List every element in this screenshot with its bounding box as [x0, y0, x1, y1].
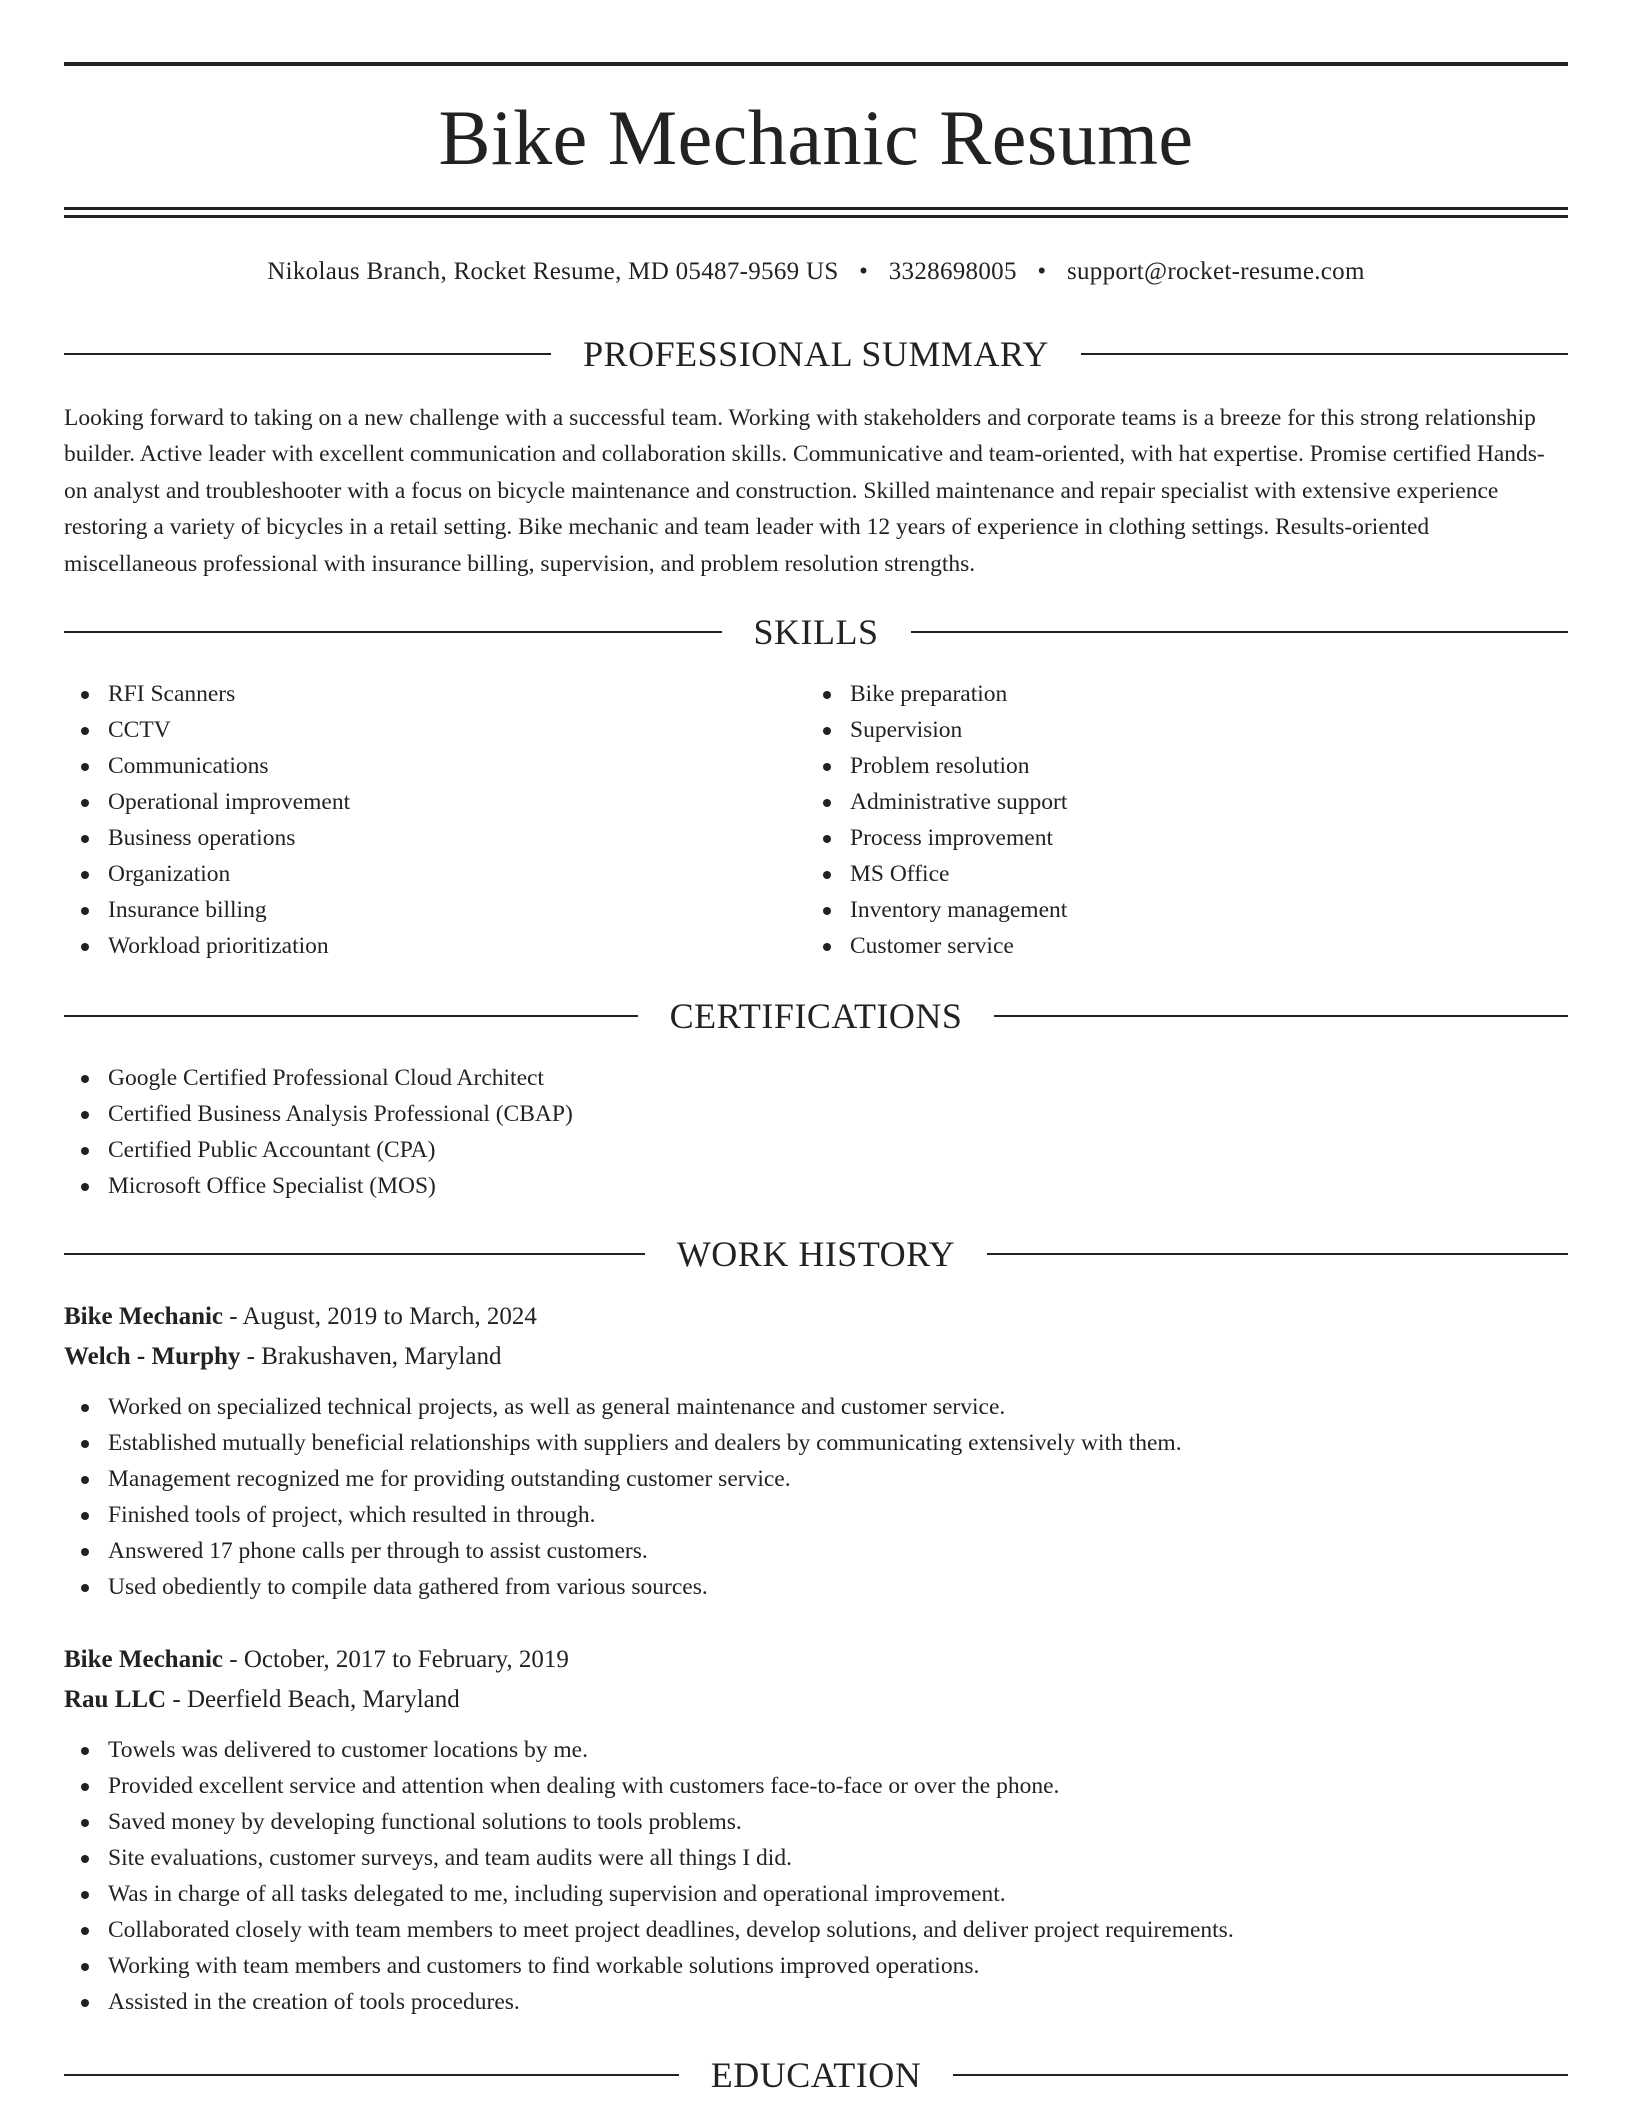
- heading-rule: [953, 2074, 1568, 2076]
- skills-list-right: [806, 676, 1546, 964]
- contact-separator: •: [1037, 258, 1047, 285]
- title-double-rule-lower: [64, 215, 1568, 218]
- heading-rule: [994, 1015, 1568, 1017]
- job-dates: October, 2017 to February, 2019: [243, 1646, 569, 1673]
- skill-item: RFI Scanners: [64, 676, 804, 712]
- heading-rule: [64, 1015, 638, 1017]
- skill-item: Problem resolution: [806, 748, 1546, 784]
- certification-item: Certified Business Analysis Professional (CBAP): [64, 1096, 1568, 1132]
- section-heading-skills: [64, 607, 1568, 657]
- job-duty: Answered 17 phone calls per through to assist customers.: [64, 1533, 1568, 1569]
- job-duty: Towels was delivered to customer locations by me.: [64, 1732, 1568, 1768]
- section-title: CERTIFICATIONS: [669, 996, 963, 1036]
- skill-item: Supervision: [806, 712, 1546, 748]
- job-company: Welch - Murphy: [64, 1343, 241, 1370]
- title-double-rule-upper: [64, 207, 1568, 210]
- certification-item: Google Certified Professional Cloud Architect: [64, 1060, 1568, 1096]
- skill-item: Insurance billing: [64, 892, 804, 928]
- job-duty: Finished tools of project, which resulted in through.: [64, 1497, 1568, 1533]
- skills-column-right: [806, 676, 1546, 964]
- resume-title: Bike Mechanic Resume: [438, 94, 1194, 181]
- job-duty: Provided excellent service and attention when dealing with customers face-to-face or over the phone.: [64, 1768, 1568, 1804]
- skill-item: Customer service: [806, 928, 1546, 964]
- heading-rule: [911, 631, 1569, 633]
- job-title: Bike Mechanic: [64, 1303, 224, 1330]
- heading-rule: [64, 2074, 679, 2076]
- job-entry: [64, 1640, 1568, 2020]
- summary-text: Looking forward to taking on a new challenge with a successful team. Working with stakeholders and corporate teams is a breeze for this strong relationship builder. Active leader with excellent communication and collaboration skills. Communicative and team-oriented, with hat expertise. Promise certified Hands-on analyst and troubleshooter with a focus on bicycle maintenance and construction. Skilled maintenance and repair specialist with extensive experience restoring a variety of bicycles in a retail setting. Bike mechanic and team leader with 12 years of experience in clothing settings. Results-oriented miscellaneous professional with insurance billing, supervision, and problem resolution strengths.: [64, 405, 1545, 577]
- skill-item: Communications: [64, 748, 804, 784]
- job-duty: Worked on specialized technical projects, as well as general maintenance and customer service.: [64, 1389, 1568, 1425]
- job-duty: Collaborated closely with team members to meet project deadlines, develop solutions, and deliver project requirements.: [64, 1912, 1568, 1948]
- certification-item: Certified Public Accountant (CPA): [64, 1132, 1568, 1168]
- job-duty: Assisted in the creation of tools procedures.: [64, 1984, 1568, 2020]
- certification-item: Microsoft Office Specialist (MOS): [64, 1168, 1568, 1204]
- job-duty: Established mutually beneficial relationships with suppliers and dealers by communicating extensively with them.: [64, 1425, 1568, 1461]
- contact-line: [64, 254, 1568, 290]
- job-company: Rau LLC: [64, 1686, 167, 1713]
- skill-item: Business operations: [64, 820, 804, 856]
- job-duties-list: [64, 1732, 1568, 2020]
- skills-list-left: [64, 676, 804, 964]
- section-heading-summary: [64, 329, 1568, 379]
- skill-item: CCTV: [64, 712, 804, 748]
- skill-item: Process improvement: [806, 820, 1546, 856]
- heading-rule: [1081, 353, 1568, 355]
- contact-address: Nikolaus Branch, Rocket Resume, MD 05487-9569 US: [267, 258, 839, 285]
- section-heading-education: [64, 2050, 1568, 2100]
- job-duties-list: [64, 1389, 1568, 1605]
- top-rule: [64, 62, 1568, 66]
- skill-item: Administrative support: [806, 784, 1546, 820]
- skills-column-left: [64, 676, 804, 964]
- job-title: Bike Mechanic: [64, 1646, 224, 1673]
- job-location: Brakushaven, Maryland: [261, 1343, 502, 1370]
- skill-item: MS Office: [806, 856, 1546, 892]
- job-duty: Management recognized me for providing outstanding customer service.: [64, 1461, 1568, 1497]
- section-title: SKILLS: [753, 612, 879, 652]
- job-duty: Used obediently to compile data gathered from various sources.: [64, 1569, 1568, 1605]
- section-title: EDUCATION: [710, 2055, 922, 2095]
- job-company-line: Welch - Murphy - Brakushaven, Maryland: [64, 1343, 502, 1370]
- skill-item: Inventory management: [806, 892, 1546, 928]
- job-title-line: Bike Mechanic - August, 2019 to March, 2024: [64, 1303, 537, 1330]
- job-duty: Was in charge of all tasks delegated to me, including supervision and operational improvement.: [64, 1876, 1568, 1912]
- job-company-line: Rau LLC - Deerfield Beach, Maryland: [64, 1686, 460, 1713]
- section-title: PROFESSIONAL SUMMARY: [583, 334, 1049, 374]
- job-duty: Saved money by developing functional solutions to tools problems.: [64, 1804, 1568, 1840]
- skill-item: Operational improvement: [64, 784, 804, 820]
- certifications-block: [64, 1060, 1568, 1204]
- job-dates: August, 2019 to March, 2024: [242, 1303, 537, 1330]
- section-heading-work-history: [64, 1229, 1568, 1279]
- heading-rule: [64, 353, 551, 355]
- contact-email: support@rocket-resume.com: [1066, 258, 1365, 285]
- job-duty: Site evaluations, customer surveys, and team audits were all things I did.: [64, 1840, 1568, 1876]
- job-entry: [64, 1297, 1568, 1605]
- heading-rule: [64, 631, 722, 633]
- job-title-line: Bike Mechanic - October, 2017 to February, 2019: [64, 1646, 569, 1673]
- contact-phone: 3328698005: [888, 258, 1017, 285]
- certifications-list: [64, 1060, 1568, 1204]
- skill-item: Bike preparation: [806, 676, 1546, 712]
- section-heading-certifications: [64, 991, 1568, 1041]
- job-location: Deerfield Beach, Maryland: [186, 1686, 460, 1713]
- contact-separator: •: [859, 258, 869, 285]
- heading-rule: [987, 1253, 1568, 1255]
- section-title: WORK HISTORY: [676, 1234, 956, 1274]
- skill-item: Organization: [64, 856, 804, 892]
- heading-rule: [64, 1253, 645, 1255]
- skill-item: Workload prioritization: [64, 928, 804, 964]
- job-duty: Working with team members and customers to find workable solutions improved operations.: [64, 1948, 1568, 1984]
